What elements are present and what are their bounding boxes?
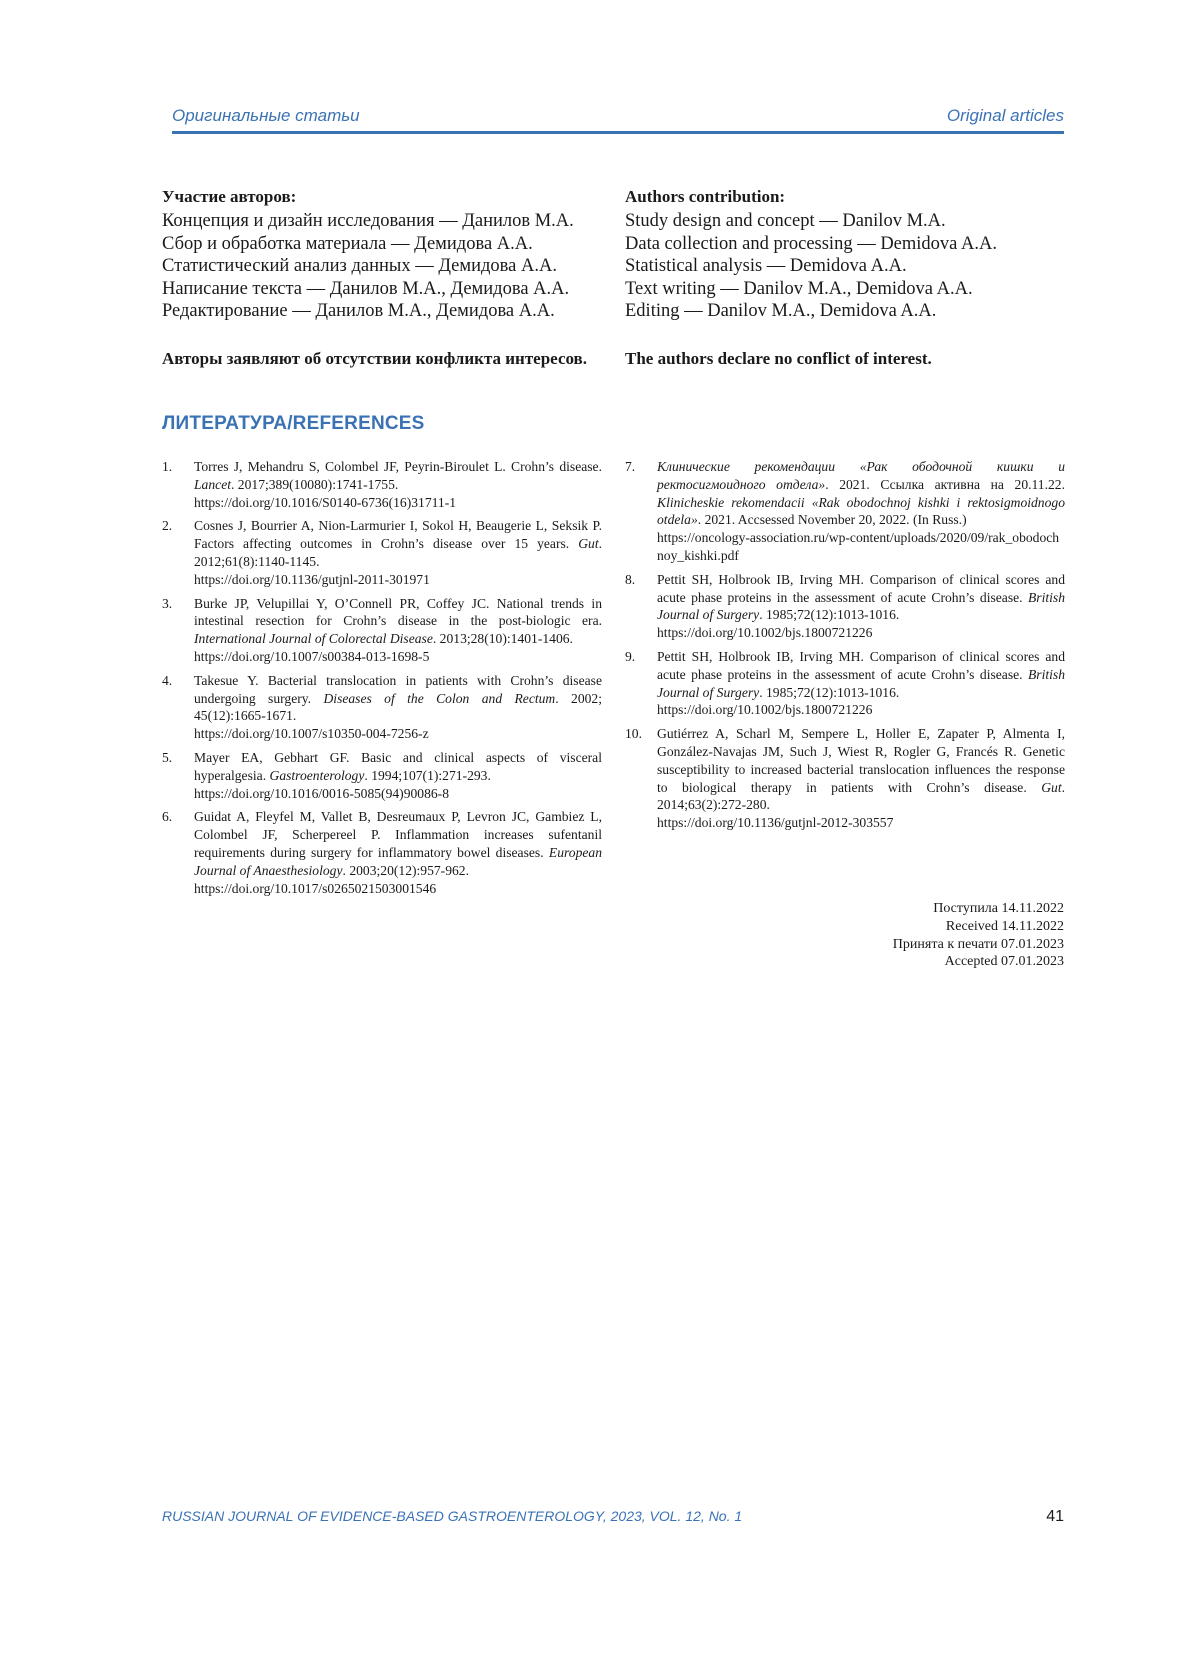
reference-segment: . 2002; 45(12):1665-1671. bbox=[194, 690, 602, 724]
references-column-left bbox=[162, 458, 602, 903]
page-footer bbox=[162, 1508, 1064, 1526]
reference-number: 5. bbox=[162, 749, 173, 765]
reference-segment: . 2003;20(12):957-962. bbox=[342, 862, 470, 878]
reference-source: British Journal of Surgery bbox=[657, 589, 1065, 623]
reference-segment: Takesue Y. Bacterial translocation in patients with Crohn’s disease undergoing surgery. bbox=[194, 672, 602, 706]
conflict-statement-ru: Авторы заявляют об отсутствии конфликта интересов. bbox=[162, 349, 587, 368]
reference-text bbox=[194, 595, 602, 666]
contribution-line: Сбор и обработка материала — Демидова А.А. bbox=[162, 233, 533, 254]
reference-number: 7. bbox=[625, 459, 636, 474]
header-rule bbox=[172, 131, 1064, 134]
reference-doi-link[interactable]: https://doi.org/10.1016/S0140-6736(16)31711-1 bbox=[194, 494, 457, 510]
reference-segment: . 1985;72(12):1013-1016. bbox=[759, 684, 900, 700]
reference-doi-link[interactable]: https://doi.org/10.1016/0016-5085(94)90086-8 bbox=[194, 785, 450, 801]
reference-number: 1. bbox=[162, 459, 173, 474]
reference-item bbox=[162, 808, 602, 897]
reference-doi-link[interactable]: https://doi.org/10.1002/bjs.1800721226 bbox=[657, 625, 873, 641]
reference-number: 8. bbox=[625, 571, 636, 587]
contribution-line: Написание текста — Данилов М.А., Демидова А.А. bbox=[162, 278, 570, 299]
date-received-en: Received 14.11.2022 bbox=[945, 918, 1064, 934]
reference-item bbox=[625, 571, 1065, 642]
reference-number: 3. bbox=[162, 595, 173, 611]
reference-segment: . 2021. Ссылка активна на 20.11.22. bbox=[825, 476, 1065, 492]
reference-doi-link[interactable]: https://doi.org/10.1136/gutjnl-2011-301971 bbox=[194, 571, 430, 587]
reference-text bbox=[194, 458, 602, 511]
reference-text bbox=[194, 808, 602, 897]
reference-source: British Journal of Surgery bbox=[657, 666, 1065, 700]
reference-segment: . 1994;107(1):271-293. bbox=[364, 767, 491, 783]
reference-number: 10. bbox=[625, 726, 642, 742]
reference-segment: Mayer EA, Gebhart GF. Basic and clinical aspects of visceral hyperalgesia. bbox=[194, 749, 602, 783]
reference-segment: . 2021. Accsessed November 20, 2022. (In Russ.) bbox=[697, 512, 967, 528]
reference-segment: . 2012;61(8):1140-1145. bbox=[194, 536, 602, 569]
reference-text bbox=[657, 648, 1065, 719]
contribution-line: Study design and concept — Danilov M.A. bbox=[625, 211, 946, 231]
reference-number: 4. bbox=[162, 672, 173, 688]
reference-doi-link[interactable]: https://doi.org/10.1007/s00384-013-1698-5 bbox=[194, 648, 430, 664]
reference-source: Klinicheskie rekomendacii «Rak obodochnoj kishki i rektosigmoidnogo otdela» bbox=[657, 494, 1065, 528]
reference-segment: Gutiérrez A, Scharl M, Sempere L, Holler E, Zapater P, Almenta I, González-Navajas JM, Such J, Wiest R, Rogler G, Francés R. Genetic susceptibility to increased bacterial translocation influences the response to biological therapy in patients with Crohn’s disease. bbox=[657, 726, 1065, 795]
contributions-ru bbox=[162, 187, 617, 323]
reference-item bbox=[625, 648, 1065, 719]
reference-segment: Burke JP, Velupillai Y, O’Connell PR, Coffey JC. National trends in intestinal resection for Crohn’s disease in the post-biologic era. bbox=[194, 595, 602, 629]
reference-doi-link[interactable]: https://doi.org/10.1002/bjs.1800721226 bbox=[657, 702, 873, 718]
reference-item bbox=[162, 672, 602, 743]
reference-source: Gastroenterology bbox=[269, 767, 365, 783]
reference-source: Gut bbox=[1041, 779, 1062, 795]
reference-doi-link[interactable]: https://doi.org/10.1007/s10350-004-7256-z bbox=[194, 726, 429, 742]
reference-item bbox=[162, 595, 602, 666]
reference-text bbox=[194, 517, 602, 588]
reference-number: 6. bbox=[162, 809, 173, 825]
contribution-line: Text writing — Danilov M.A., Demidova A.A. bbox=[625, 278, 973, 299]
date-accepted-en: Accepted 07.01.2023 bbox=[944, 954, 1064, 970]
reference-source: Lancet bbox=[194, 476, 231, 492]
reference-text bbox=[657, 458, 1065, 565]
footer-journal-title: RUSSIAN JOURNAL OF EVIDENCE-BASED GASTROENTEROLOGY, 2023, VOL. 12, No. 1 bbox=[162, 1508, 743, 1524]
reference-text bbox=[657, 571, 1065, 642]
references-heading: ЛИТЕРАТУРА/REFERENCES bbox=[162, 413, 425, 434]
reference-item bbox=[162, 749, 602, 802]
reference-segment: Cosnes J, Bourrier A, Nion-Larmurier I, Sokol H, Beaugerie L, Seksik P. Factors affecting outcomes in Crohn’s disease over 15 years. bbox=[194, 518, 602, 552]
reference-segment: . 2014;63(2):272-280. bbox=[657, 779, 1065, 813]
reference-doi-link[interactable]: https://doi.org/10.1017/s0265021503001546 bbox=[194, 880, 437, 896]
reference-segment: Guidat A, Fleyfel M, Vallet B, Desreumaux P, Levron JC, Gambiez L, Colombel JF, Scherpereel P. Inflammation increases sufentanil requirements during surgery for inflammatory bowel diseases. bbox=[194, 809, 602, 860]
contributions-en bbox=[625, 187, 1080, 323]
reference-source: Gut bbox=[578, 536, 599, 552]
contribution-line: Редактирование — Данилов М.А., Демидова А.А. bbox=[162, 301, 555, 321]
contribution-line: Статистический анализ данных — Демидова А.А. bbox=[162, 256, 557, 276]
page-number: 41 bbox=[1046, 1508, 1064, 1525]
reference-text bbox=[194, 672, 602, 743]
contribution-line: Data collection and processing — Demidova A.A. bbox=[625, 233, 997, 254]
conflict-statement-en: The authors declare no conflict of interest. bbox=[625, 349, 932, 368]
reference-source: Клинические рекомендации «Рак ободочной кишки и ректосигмоидного отдела» bbox=[657, 459, 1065, 492]
reference-item bbox=[162, 458, 602, 511]
article-dates bbox=[893, 900, 1064, 971]
reference-source: International Journal of Colorectal Disease bbox=[194, 631, 433, 647]
header-section-en: Original articles bbox=[946, 106, 1064, 125]
reference-item bbox=[625, 725, 1065, 832]
reference-segment: . 2017;389(10080):1741-1755. bbox=[231, 476, 399, 492]
reference-segment: . 1985;72(12):1013-1016. bbox=[759, 607, 900, 623]
references-column-right bbox=[625, 458, 1065, 838]
contribution-line: Концепция и дизайн исследования — Данилов М.А. bbox=[162, 211, 574, 231]
reference-segment: Torres J, Mehandru S, Colombel JF, Peyrin-Biroulet L. Crohn’s disease. bbox=[194, 459, 602, 474]
date-accepted-ru: Принята к печати 07.01.2023 bbox=[892, 936, 1064, 952]
contribution-line: Editing — Danilov M.A., Demidova A.A. bbox=[625, 301, 937, 321]
contributions-en-title: Authors contribution: bbox=[625, 187, 786, 206]
reference-number: 2. bbox=[162, 518, 173, 534]
reference-number: 9. bbox=[625, 648, 636, 664]
reference-doi-link[interactable]: https://oncology-association.ru/wp-content/uploads/2020/09/rak_obodochnoy_kishki.pdf bbox=[657, 530, 1060, 563]
contribution-line: Statistical analysis — Demidova A.A. bbox=[625, 256, 907, 276]
reference-source: European Journal of Anaesthesiology bbox=[194, 844, 602, 878]
reference-segment: Pettit SH, Holbrook IB, Irving MH. Comparison of clinical scores and acute phase proteins in the assessment of acute Crohn’s disease. bbox=[657, 648, 1065, 682]
running-header bbox=[172, 106, 1064, 126]
reference-text bbox=[194, 749, 602, 802]
reference-text bbox=[657, 725, 1065, 832]
header-section-ru: Оригинальные статьи bbox=[172, 106, 360, 125]
reference-item bbox=[625, 458, 1065, 565]
reference-item bbox=[162, 517, 602, 588]
reference-source: Diseases of the Colon and Rectum bbox=[323, 690, 556, 706]
reference-doi-link[interactable]: https://doi.org/10.1136/gutjnl-2012-303557 bbox=[657, 815, 894, 831]
contributions-ru-title: Участие авторов: bbox=[162, 187, 297, 206]
reference-segment: . 2013;28(10):1401-1406. bbox=[432, 631, 573, 647]
date-received-ru: Поступила 14.11.2022 bbox=[933, 901, 1064, 916]
reference-segment: Pettit SH, Holbrook IB, Irving MH. Comparison of clinical scores and acute phase proteins in the assessment of acute Crohn’s disease. bbox=[657, 571, 1065, 605]
